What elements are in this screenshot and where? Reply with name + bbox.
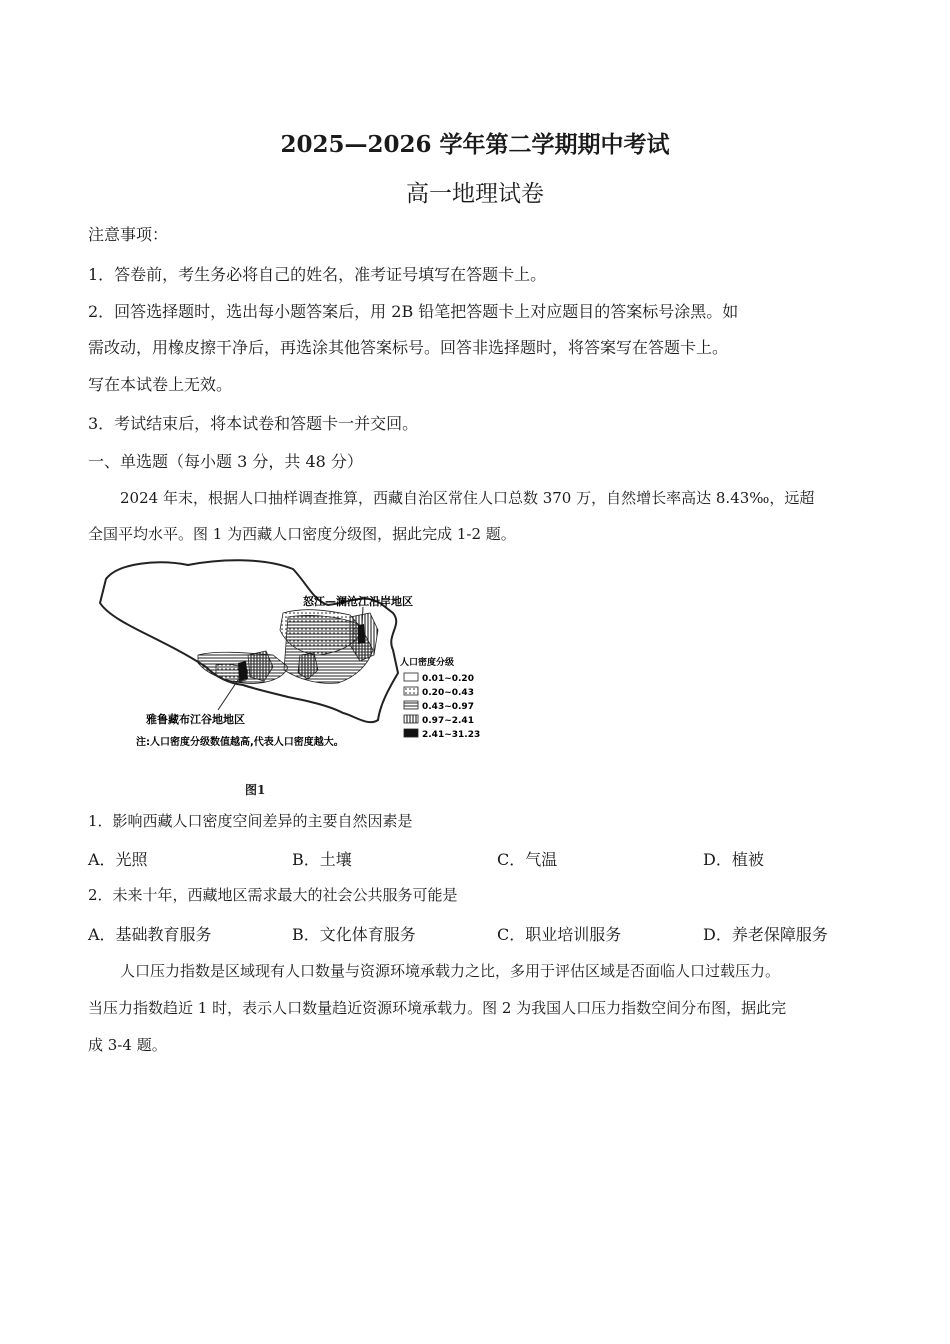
- section-heading: 一、单选题（每小题 3 分，共 48 分）: [88, 452, 363, 471]
- notice-item-3: 3．考试结束后，将本试卷和答题卡一并交回。: [88, 414, 419, 433]
- q2-option-c[interactable]: C．职业培训服务: [497, 925, 622, 944]
- legend-swatch-2: [404, 687, 418, 695]
- passage1-line1: 2024 年末，根据人口抽样调查推算，西藏自治区常住人口总数 370 万，自然增长率高达 8.43‰，远超: [120, 489, 815, 507]
- q1-option-d[interactable]: D．植被: [703, 850, 764, 869]
- notice-item-2-cont: 需改动，用橡皮擦干净后，再选涂其他答案标号。回答非选择题时，将答案写在答题卡上。: [88, 338, 729, 357]
- map-note: 注:人口密度分级数值越高,代表人口密度越大。: [136, 737, 344, 748]
- label-yarlung: 雅鲁藏布江谷地地区: [146, 713, 245, 726]
- zone-solid-east: [358, 624, 365, 644]
- q1-option-c[interactable]: C．气温: [497, 850, 558, 869]
- legend-range-5: 2.41~31.23: [422, 730, 481, 740]
- legend-range-3: 0.43~0.97: [422, 702, 474, 712]
- legend-swatch-3: [404, 701, 418, 709]
- q2-option-d[interactable]: D．养老保障服务: [703, 925, 828, 944]
- passage2-line2: 当压力指数趋近 1 时，表示人口数量趋近资源环境承载力。图 2 为我国人口压力指数空间分布图，据此完: [88, 999, 787, 1017]
- legend-swatch-1: [404, 673, 418, 681]
- notice-item-2-end: 写在本试卷上无效。: [88, 375, 233, 394]
- figure-caption: 图1: [245, 783, 266, 797]
- q1-stem: 1．影响西藏人口密度空间差异的主要自然因素是: [88, 812, 413, 830]
- exam-title: 2025—2026 学年第二学期期中考试: [280, 131, 670, 158]
- passage1-line2: 全国平均水平。图 1 为西藏人口密度分级图，据此完成 1-2 题。: [88, 525, 516, 543]
- legend-range-4: 0.97~2.41: [422, 716, 474, 726]
- exam-subtitle: 高一地理试卷: [406, 181, 544, 207]
- q2-stem: 2．未来十年，西藏地区需求最大的社会公共服务可能是: [88, 886, 458, 904]
- notice-item-1: 1．答卷前，考生务必将自己的姓名，准考证号填写在答题卡上。: [88, 265, 547, 284]
- legend-swatch-5: [404, 729, 418, 737]
- density-legend: [400, 656, 480, 740]
- q2-option-b[interactable]: B．文化体育服务: [292, 925, 416, 944]
- passage2-line3: 成 3-4 题。: [88, 1036, 167, 1054]
- notice-item-2: 2．回答选择题时，选出每小题答案后，用 2B 铅笔把答题卡上对应题目的答案标号涂黑。如: [88, 302, 739, 321]
- legend-swatch-4: [404, 715, 418, 723]
- q2-option-a[interactable]: A．基础教育服务: [88, 925, 212, 944]
- legend-range-1: 0.01~0.20: [422, 674, 474, 684]
- label-nujiang: 怒江—澜沧江沿岸地区: [303, 595, 413, 608]
- q1-option-b[interactable]: B．土壤: [292, 850, 352, 869]
- q1-option-a[interactable]: A．光照: [88, 850, 148, 869]
- tibet-map-svg: [88, 555, 483, 760]
- legend-title: 人口密度分级: [400, 658, 455, 668]
- passage2-line1: 人口压力指数是区域现有人口数量与资源环境承载力之比，多用于评估区域是否面临人口过载压力。: [120, 962, 781, 980]
- notice-heading: 注意事项：: [88, 225, 169, 244]
- tibet-density-map: [88, 555, 483, 760]
- legend-range-2: 0.20~0.43: [422, 688, 474, 698]
